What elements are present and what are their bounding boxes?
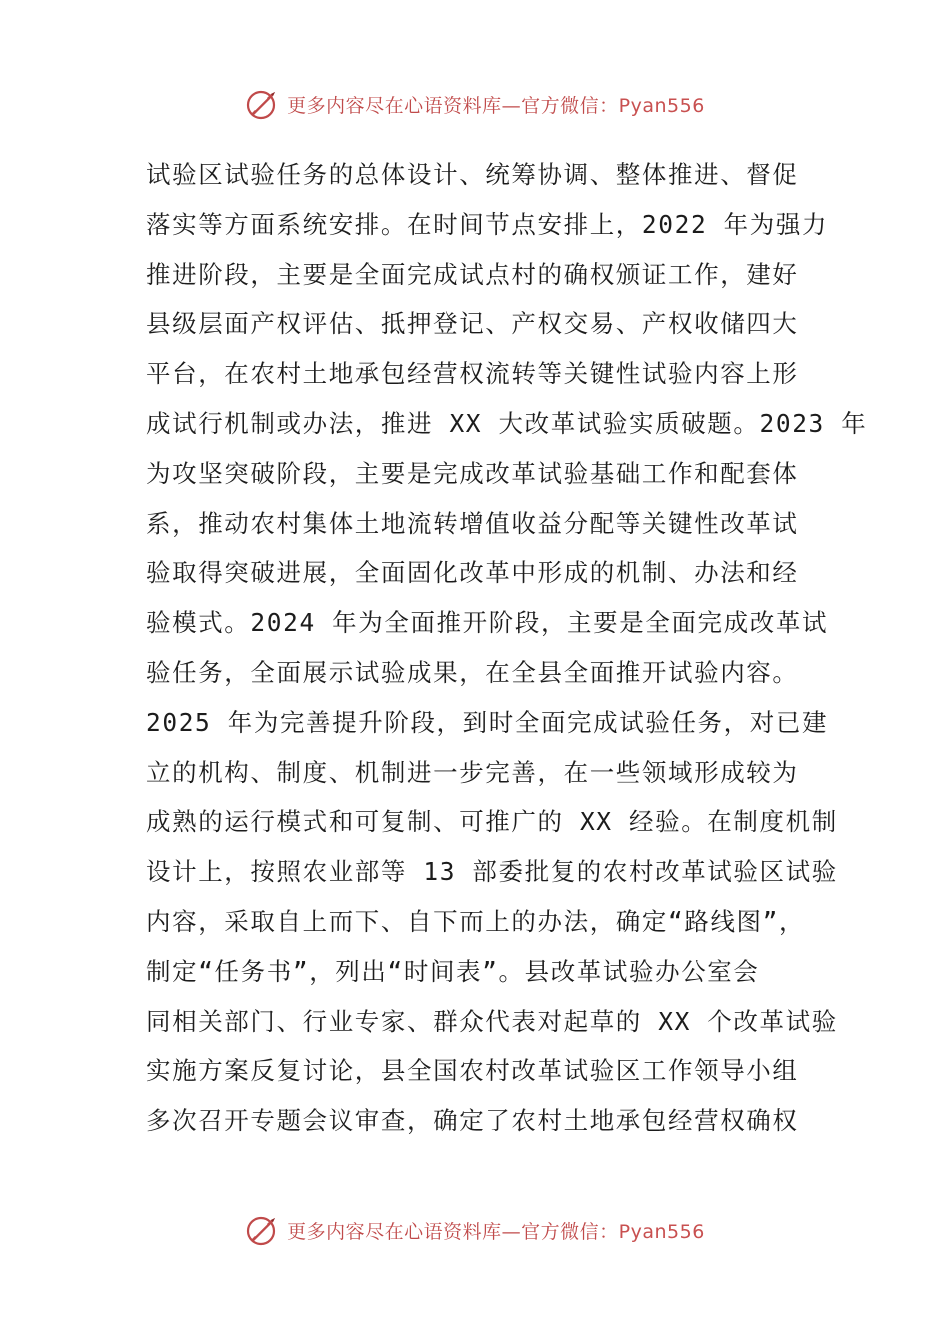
text-line: 成熟的运行模式和可复制、可推广的 XX 经验。在制度机制	[146, 807, 838, 837]
text-line: 多次召开专题会议审查，确定了农村土地承包经营权确权	[146, 1106, 799, 1136]
document-body	[146, 150, 868, 1146]
watermark-text: 更多内容尽在心语资料库—官方微信：Pyan556	[287, 94, 705, 117]
text-line: 落实等方面系统安排。在时间节点安排上，2022 年为强力	[146, 209, 829, 239]
text-line: 设计上，按照农业部等 13 部委批复的农村改革试验区试验	[146, 857, 838, 887]
wechat-id: Pyan556	[618, 1220, 705, 1243]
text-line: 推进阶段，主要是全面完成试点村的确权颁证工作，建好	[146, 259, 799, 289]
footer-watermark	[0, 1210, 950, 1250]
watermark-text: 更多内容尽在心语资料库—官方微信：Pyan556	[287, 1220, 705, 1243]
text-line: 制定“任务书”，列出“时间表”。县改革试验办公室会	[146, 956, 760, 986]
text-line: 系，推动农村集体土地流转增值收益分配等关键性改革试	[146, 508, 799, 538]
text-line: 试验区试验任务的总体设计、统筹协调、整体推进、督促	[146, 160, 799, 189]
text-line: 验模式。2024 年为全面推开阶段，主要是全面完成改革试	[146, 608, 829, 638]
text-line: 成试行机制或办法，推进 XX 大改革试验实质破题。2023 年	[146, 408, 868, 438]
pen-nib-logo-icon	[245, 1212, 281, 1248]
text-line: 立的机构、制度、机制进一步完善，在一些领域形成较为	[146, 757, 799, 787]
text-line: 验任务，全面展示试验成果，在全县全面推开试验内容。	[146, 657, 799, 687]
header-watermark	[0, 84, 950, 124]
pen-nib-logo-icon	[245, 86, 281, 122]
text-line: 平台，在农村土地承包经营权流转等关键性试验内容上形	[146, 359, 799, 389]
text-line: 实施方案反复讨论，县全国农村改革试验区工作领导小组	[146, 1056, 799, 1086]
wechat-id: Pyan556	[618, 94, 705, 117]
text-line: 2025 年为完善提升阶段，到时全面完成试验任务，对已建	[146, 707, 829, 737]
text-line: 县级层面产权评估、抵押登记、产权交易、产权收储四大	[146, 309, 799, 339]
text-line: 内容，采取自上而下、自下而上的办法，确定“路线图”，	[146, 906, 806, 936]
text-line: 验取得突破进展，全面固化改革中形成的机制、办法和经	[146, 558, 799, 588]
text-line: 同相关部门、行业专家、群众代表对起草的 XX 个改革试验	[146, 1006, 838, 1036]
text-line: 为攻坚突破阶段，主要是完成改革试验基础工作和配套体	[146, 458, 799, 488]
